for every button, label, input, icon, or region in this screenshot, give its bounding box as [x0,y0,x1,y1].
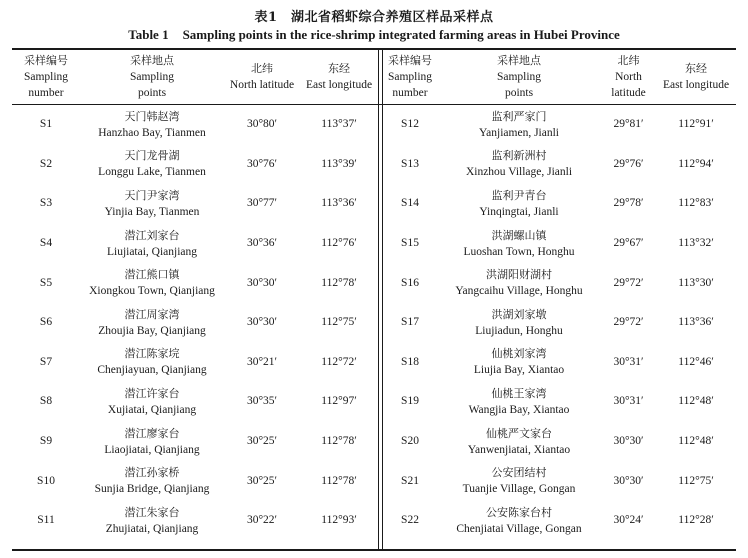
location-cn: 监利新洲村 [491,149,547,163]
header-sampling-number: 采样编号 Sampling number [387,53,433,99]
table-row [12,105,378,145]
east-longitude: 112°75′ [321,316,357,329]
location-en: Liujia Bay, Xiantao [473,364,565,377]
sample-id: S10 [37,474,55,487]
east-longitude: 112°75′ [678,474,714,487]
table-caption: Sampling points in the rice-shrimp integrated farming areas in Hubei Province [182,27,620,42]
sample-id: S8 [39,395,53,408]
sample-location [437,145,601,185]
north-latitude: 29°76′ [613,157,644,170]
north-latitude: 30°35′ [246,395,278,408]
sample-id: S21 [401,474,419,487]
location-en: Luoshan Town, Honghu [463,245,575,258]
sample-location [437,501,601,541]
location-en: Chenjiatai Village, Gongan [456,522,582,535]
location-cn: 潜江孙家桥 [124,466,180,480]
east-longitude: 113°39′ [321,157,357,170]
table-row [383,303,736,343]
location-cn: 仙桃王家湾 [491,386,547,400]
sample-id: S6 [39,316,53,329]
location-cn: 仙桃刘家湾 [491,347,547,361]
sample-id: S14 [401,197,419,210]
header-north-latitude: 北纬 North latitude [611,53,646,99]
north-latitude: 30°36′ [246,237,278,250]
table-row [12,343,378,383]
north-latitude: 30°25′ [246,474,278,487]
location-cn: 天门韩赵湾 [124,109,180,123]
location-cn: 潜江周家湾 [124,307,180,321]
sample-location [437,184,601,224]
sample-location [437,461,601,501]
header-sampling-points: 采样地点 Sampling points [129,53,175,99]
sample-id: S3 [39,197,53,210]
location-cn: 洪湖螺山镇 [491,228,547,242]
location-en: Yangcaihu Village, Honghu [455,285,583,298]
east-longitude: 112°83′ [678,197,714,210]
sample-location [437,343,601,383]
east-longitude: 112°76′ [321,237,357,250]
north-latitude: 30°21′ [246,355,278,368]
east-longitude: 112°93′ [321,514,357,527]
bottom-rule [12,549,736,551]
north-latitude: 30°31′ [613,395,644,408]
table-row [383,184,736,224]
location-en: Zhujiatai, Qianjiang [105,522,199,535]
north-latitude: 29°78′ [613,197,644,210]
north-latitude: 29°72′ [613,276,644,289]
east-longitude: 112°46′ [678,355,714,368]
left-rows [12,105,378,541]
north-latitude: 29°81′ [613,118,644,131]
location-cn: 潜江熊口镇 [124,268,180,282]
east-longitude: 112°78′ [321,474,357,487]
sample-id: S9 [39,435,53,448]
table-row [383,382,736,422]
location-cn: 仙桃严文家台 [486,426,552,440]
location-cn: 潜江刘家台 [124,228,180,242]
sample-location [437,422,601,462]
location-en: Liaojiatai, Qianjiang [104,443,200,456]
sample-id: S12 [401,118,419,131]
sample-location [80,184,224,224]
location-cn: 潜江许家台 [124,386,180,400]
sample-id: S13 [401,157,419,170]
north-latitude: 30°31′ [613,355,644,368]
east-longitude: 112°48′ [678,435,714,448]
table-row [383,422,736,462]
table-row [12,382,378,422]
table-row [12,501,378,541]
table-row [12,303,378,343]
table-title-en [0,27,748,43]
table-row [12,184,378,224]
sample-location [80,105,224,145]
sample-location [80,422,224,462]
location-cn: 潜江陈家垸 [124,347,180,361]
sample-location [437,224,601,264]
location-en: Liujiatai, Qianjiang [106,245,198,258]
location-en: Zhoujia Bay, Qianjiang [98,324,206,337]
location-en: Hanzhao Bay, Tianmen [98,126,206,139]
north-latitude: 30°30′ [613,435,644,448]
table-row [12,461,378,501]
east-longitude: 112°94′ [678,157,714,170]
east-longitude: 112°72′ [321,355,357,368]
sample-id: S17 [401,316,419,329]
table-row [383,461,736,501]
location-en: Xinzhou Village, Jianli [465,166,573,179]
east-longitude: 112°48′ [678,395,714,408]
sample-id: S16 [401,276,419,289]
table-row [12,422,378,462]
sample-location [80,303,224,343]
sample-id: S7 [39,355,53,368]
right-rows [383,105,736,541]
location-en: Wangjia Bay, Xiantao [468,403,570,416]
location-en: Liujiadun, Honghu [475,324,563,337]
sample-id: S19 [401,395,419,408]
east-longitude: 113°36′ [321,197,357,210]
table-label: Table 1 [128,27,169,42]
north-latitude: 30°25′ [246,435,278,448]
east-longitude: 113°36′ [678,316,714,329]
east-longitude: 112°91′ [678,118,714,131]
header-sampling-number: 采样编号 Sampling number [23,53,69,99]
header-east-longitude: 东经 East longitude [305,61,373,91]
sample-id: S1 [39,118,53,131]
sample-location [437,303,601,343]
table-row [383,145,736,185]
location-en: Yanwenjiatai, Xiantao [467,443,571,456]
table-row [383,263,736,303]
table-row [383,343,736,383]
location-cn: 天门龙骨湖 [124,149,180,163]
location-cn: 洪湖阳财湖村 [486,268,552,282]
east-longitude: 113°32′ [678,237,714,250]
sample-location [80,224,224,264]
sample-location [80,263,224,303]
sample-location [437,382,601,422]
east-longitude: 112°78′ [321,435,357,448]
sample-location [80,145,224,185]
sample-id: S11 [37,514,55,527]
location-cn: 洪湖刘家墩 [491,307,547,321]
sample-location [437,263,601,303]
table-row [12,224,378,264]
location-en: Yinjia Bay, Tianmen [104,205,200,218]
north-latitude: 30°30′ [246,276,278,289]
location-en: Longgu Lake, Tianmen [98,166,206,179]
location-en: Yanjiamen, Jianli [479,126,559,139]
east-longitude: 112°97′ [321,395,357,408]
location-en: Chenjiayuan, Qianjiang [97,364,207,377]
sample-location [80,343,224,383]
north-latitude: 30°76′ [246,157,278,170]
location-en: Xujiatai, Qianjiang [107,403,197,416]
east-longitude: 112°78′ [321,276,357,289]
north-latitude: 30°30′ [613,474,644,487]
north-latitude: 30°77′ [246,197,278,210]
table-row [12,145,378,185]
north-latitude: 30°30′ [246,316,278,329]
location-cn: 监利尹青台 [491,188,547,202]
sample-location [80,501,224,541]
table-row [12,263,378,303]
location-cn: 公安陈家台村 [486,505,552,519]
sample-id: S20 [401,435,419,448]
east-longitude: 113°37′ [321,118,357,131]
header-sampling-points: 采样地点 Sampling points [496,53,542,99]
sample-location [80,382,224,422]
location-en: Tuanjie Village, Gongan [462,483,576,496]
north-latitude: 30°24′ [613,514,644,527]
sample-id: S22 [401,514,419,527]
east-longitude: 113°30′ [678,276,714,289]
header-east-longitude: 东经 East longitude [662,61,730,91]
east-longitude: 112°28′ [678,514,714,527]
location-cn: 监利严家门 [491,109,547,123]
location-cn: 天门尹家湾 [124,188,180,202]
column-divider [378,48,379,550]
table-row [383,224,736,264]
header-north-latitude: 北纬 North latitude [229,61,295,91]
north-latitude: 29°72′ [613,316,644,329]
sample-id: S5 [39,276,53,289]
sample-location [437,105,601,145]
table-row [383,501,736,541]
sample-location [80,461,224,501]
table-row [383,105,736,145]
table-title-cn: 表1 湖北省稻虾综合养殖区样品采样点 [254,10,494,25]
location-cn: 潜江朱家台 [124,505,180,519]
north-latitude: 29°67′ [613,237,644,250]
location-cn: 潜江廖家台 [124,426,180,440]
sample-id: S4 [39,237,53,250]
sample-id: S18 [401,355,419,368]
location-en: Yinqingtai, Jianli [479,205,559,218]
location-en: Sunjia Bridge, Qianjiang [94,483,210,496]
sample-id: S15 [401,237,419,250]
location-cn: 公安团结村 [491,466,547,480]
north-latitude: 30°80′ [246,118,278,131]
north-latitude: 30°22′ [246,514,278,527]
location-en: Xiongkou Town, Qianjiang [89,285,215,298]
sample-id: S2 [39,157,53,170]
